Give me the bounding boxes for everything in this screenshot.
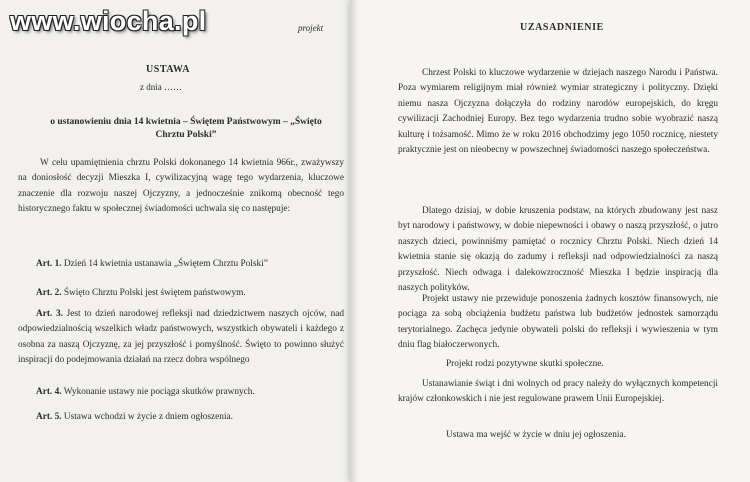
justification-title: UZASADNIENIE xyxy=(520,22,604,33)
article-number: Art. 1. xyxy=(36,259,62,269)
justification-paragraph-1: Chrzest Polski to kluczowe wydarzenie w dziejach naszego Narodu i Państwa. Poza wymiarem religijnym miał również wymiar strategiczny i polityczny. Dzięki niemu nasza Ojczyzna dołączyła do rodziny narodów europejskich, do kręgu cywilizacji Zachodniej Europy. Bez tego wydarzenia trudno sobie wyobrazić naszą kulturę i tożsamość. Mimo że w roku 2016 obchodzimy jego 1050 rocznicę, niestety praktycznie jest on nieobecny w powszechnej świadomości naszego społeczeństwa. xyxy=(398,68,718,156)
article-number: Art. 3. xyxy=(36,309,63,319)
preamble: W celu upamiętnienia chrztu Polski dokonanego 14 kwietnia 966r., zważywszy na doniosłość decyzji Mieszka I, cywilizacyjną wagę tego wydarzenia, kluczowe znaczenie dla rozwoju naszej Ojczyzny, a jednocześnie znikomą obecność tego historycznego faktu w społecznej świadomości uchwala się co następuje: xyxy=(18,158,344,215)
justification-paragraph-5: Ustanawianie świąt i dni wolnych od pracy należy do wyłącznych kompetencji krajów członkowskich i nie jest regulowane prawem Unii Europejskiej. xyxy=(398,379,718,405)
article-text: Ustawa wchodzi w życie z dniem ogłoszenia. xyxy=(63,412,233,422)
article-text: Jest to dzień narodowej refleksji nad dziedzictwem naszych ojców, nad odpowiedzialnością wszelkich władz państwowych, wszystkich obywateli i każdego z osobna za naszą Ojczyznę, za jej przyszłość i pomyślność. Święto to powinno służyć inspiracji do podejmowania działań na rzecz dobra wspólnego xyxy=(18,309,344,366)
page-fold-shadow xyxy=(350,0,358,482)
article-3 xyxy=(18,307,344,369)
projekt-label: projekt xyxy=(298,23,324,33)
article-number: Art. 2. xyxy=(36,288,62,298)
article-number: Art. 4. xyxy=(36,387,62,397)
article-text: Wykonanie ustawy nie pociąga skutków prawnych. xyxy=(63,387,255,397)
article-4 xyxy=(18,385,344,400)
article-text: Święto Chrztu Polski jest świętem państwowym. xyxy=(63,288,246,298)
justification-paragraph-6: Ustawa ma wejść w życie w dniu jej ogłoszenia. xyxy=(446,430,626,440)
date-line: z dnia …… xyxy=(140,82,182,92)
justification-paragraph-2: Dlatego dzisiaj, w dobie kruszenia podstaw, na których zbudowany jest nasz byt narodowy i państwowy, w dobie niepewności i obawy o naszą przyszłość, o jutro naszych dzieci, powinniśmy pamiętać o rocznicy Chrztu Polski. Niech dzień 14 kwietnia stanie się okazją do zadumy i refleksji nad odpowiedzialności za naszą przyszłość. Niech odwaga i dalekowzroczność Mieszka I będzie inspiracją dla naszych polityków. xyxy=(398,206,718,294)
article-number: Art. 5. xyxy=(36,412,62,422)
article-5 xyxy=(18,410,344,425)
watermark-logo: www.wiocha.pl xyxy=(10,6,207,36)
article-1 xyxy=(18,257,344,272)
article-2 xyxy=(18,286,344,301)
article-text: Dzień 14 kwietnia ustanawia „Świętem Chrztu Polski” xyxy=(63,259,268,269)
document-title: USTAWA xyxy=(146,64,190,75)
justification-paragraph-3: Projekt ustawy nie przewiduje ponoszenia żadnych kosztów finansowych, nie pociąga za sobą obciążenia budżetu państwa lub budżetów jednostek samorządu terytorialnego. Zachęca jedynie obywateli polski do refleksji i wywieszenia w tym dniu flag białoczerwonych. xyxy=(398,294,718,351)
justification-paragraph-4: Projekt rodzi pozytywne skutki społeczne. xyxy=(446,359,604,369)
document-subject: o ustanowieniu dnia 14 kwietnia – Świętem Państwowym – „Święto Chrztu Polski” xyxy=(50,117,322,140)
